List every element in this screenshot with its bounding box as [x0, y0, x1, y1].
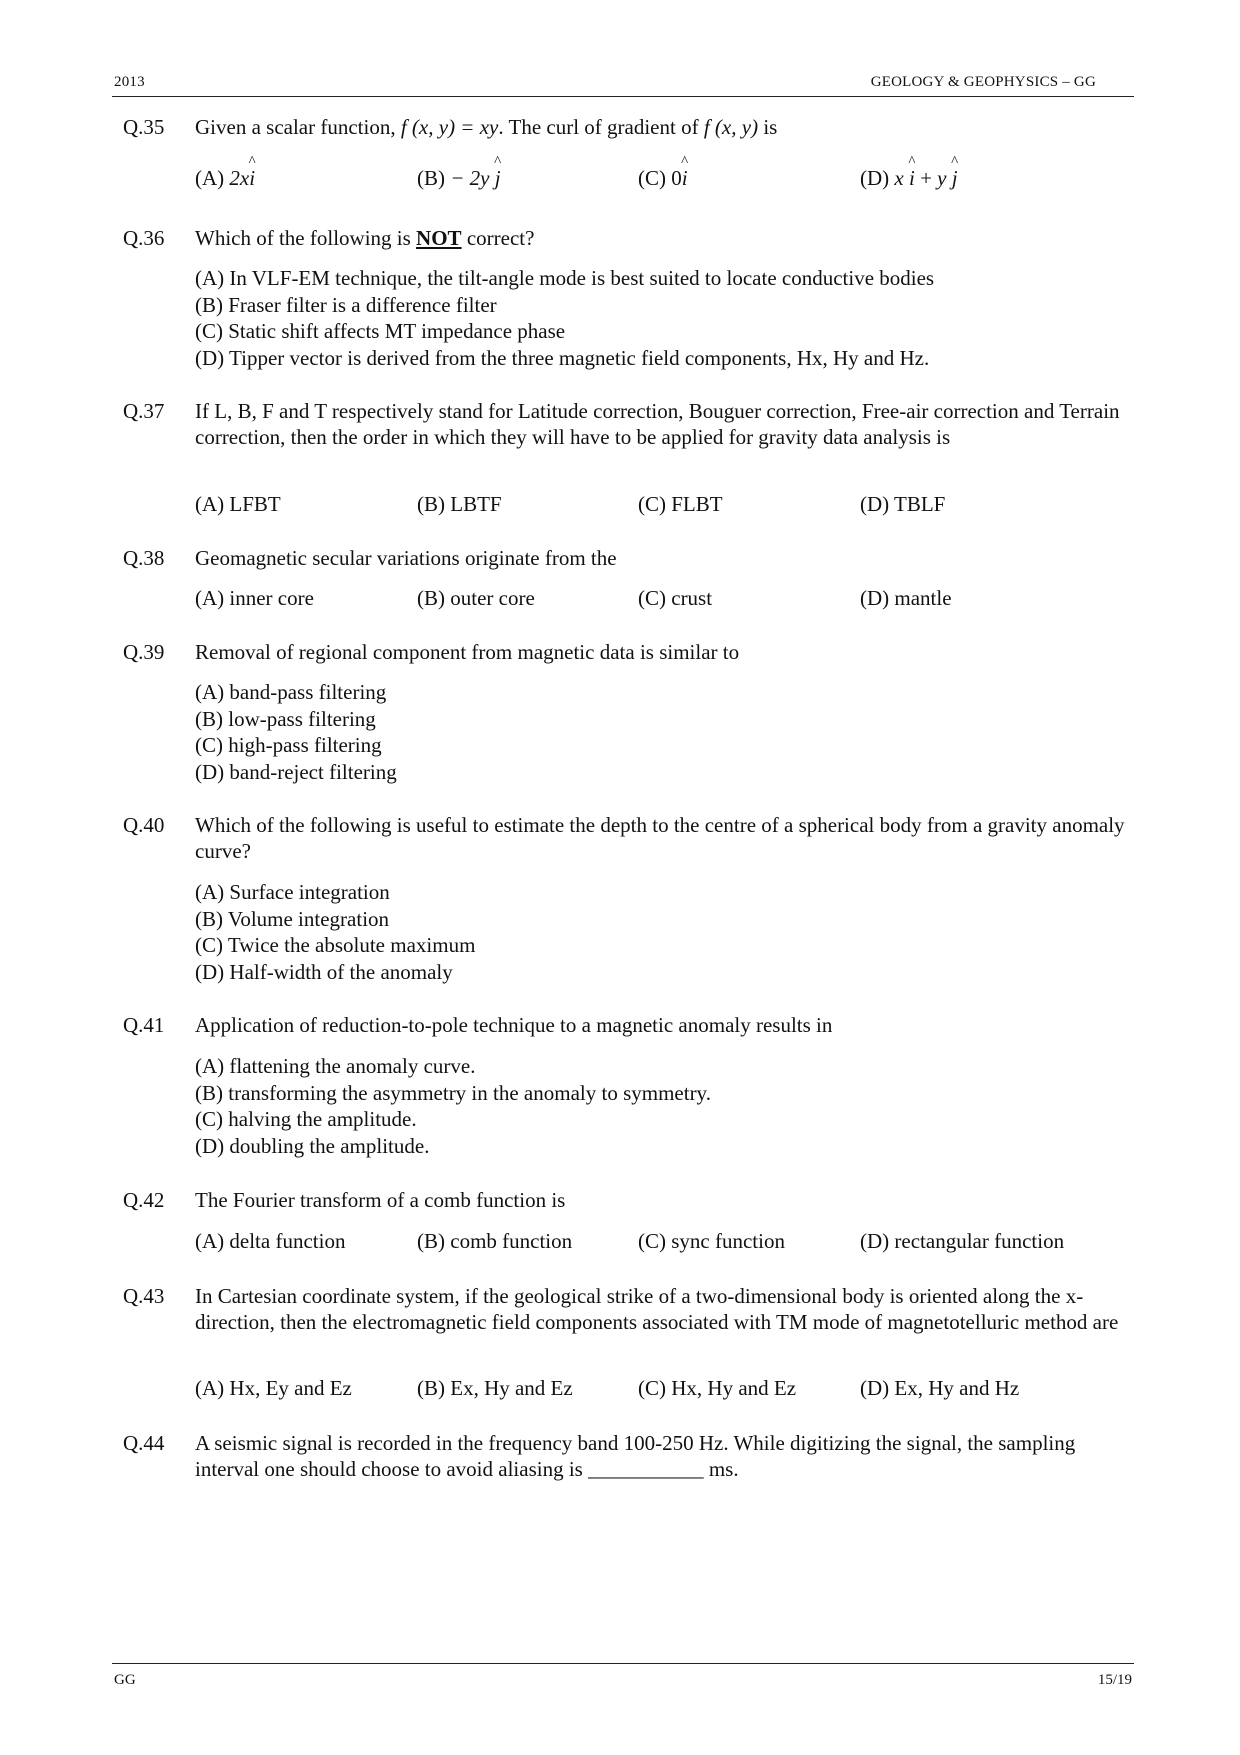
- unit-vector-i: ^ i: [909, 166, 915, 191]
- option-a[interactable]: (A) delta function: [195, 1229, 346, 1253]
- question-number: Q.38: [123, 546, 165, 570]
- option-b[interactable]: (B) transforming the asymmetry in the anomaly to symmetry.: [195, 1080, 711, 1105]
- question-text-part: . The curl of gradient of: [498, 115, 704, 139]
- question-text: If L, B, F and T respectively stand for Latitude correction, Bouguer correction, Free-air correction and Terrain correction, then the order in which they will have to be applied for gravity data analysis is: [195, 399, 1120, 449]
- unit-vector-j: ^ j: [952, 166, 958, 191]
- question-number: Q.43: [123, 1284, 165, 1308]
- question-text-part: is: [758, 115, 778, 139]
- option-d[interactable]: (D) band-reject filtering: [195, 759, 397, 784]
- question-text-part: correct?: [461, 226, 535, 250]
- option-a[interactable]: (A) inner core: [195, 586, 314, 610]
- option-b[interactable]: (B) Fraser filter is a difference filter: [195, 292, 497, 317]
- question-text: Removal of regional component from magnetic data is similar to: [195, 640, 740, 664]
- question-number: Q.42: [123, 1188, 165, 1212]
- option-c[interactable]: (C) sync function: [638, 1229, 785, 1253]
- option-coef: y: [937, 166, 947, 190]
- unit-vector-i: ^ i: [682, 166, 688, 191]
- option-label: (B): [417, 166, 451, 190]
- option-d[interactable]: (D) Ex, Hy and Hz: [860, 1376, 1020, 1400]
- unit-vector-i: ^ i: [249, 166, 255, 191]
- option-d[interactable]: (D) mantle: [860, 586, 952, 610]
- header-subject: GEOLOGY & GEOPHYSICS – GG: [870, 74, 1096, 90]
- option-c[interactable]: [638, 166, 688, 191]
- option-a[interactable]: (A) LFBT: [195, 492, 281, 516]
- question-text: [195, 225, 1125, 251]
- option-d[interactable]: (D) TBLF: [860, 492, 946, 516]
- question-text-part: Given a scalar function,: [195, 115, 401, 139]
- option-c[interactable]: (C) halving the amplitude.: [195, 1107, 417, 1131]
- question-text: Application of reduction-to-pole technique to a magnetic anomaly results in: [195, 1013, 833, 1037]
- page-number: 15/19: [1097, 1672, 1132, 1688]
- question-text: In Cartesian coordinate system, if the geological strike of a two-dimensional body is oriented along the x-direction, then the electromagnetic field components associated with TM mode of magnetotelluric method are: [195, 1284, 1119, 1334]
- option-label: (D): [860, 166, 895, 190]
- unit-vector-j: ^ j: [495, 166, 501, 191]
- option-b[interactable]: (B) Volume integration: [195, 906, 390, 931]
- emphasis-not: NOT: [416, 226, 462, 250]
- question-text: [195, 114, 1125, 140]
- question-text-part: Which of the following is: [195, 226, 417, 250]
- option-d[interactable]: (D) Half-width of the anomaly: [195, 959, 453, 984]
- question-36-options: [195, 265, 1125, 371]
- option-c[interactable]: (C) Static shift affects MT impedance phase: [195, 319, 566, 343]
- function-ref: f (x, y): [703, 115, 759, 139]
- question-number: Q.39: [123, 640, 165, 664]
- option-b[interactable]: (B) comb function: [417, 1229, 573, 1253]
- option-d[interactable]: [860, 166, 958, 191]
- option-label: (A): [195, 166, 230, 190]
- question-text: Which of the following is useful to estimate the depth to the centre of a spherical body from a gravity anomaly curve?: [195, 813, 1125, 863]
- option-a[interactable]: [195, 166, 255, 191]
- question-text: The Fourier transform of a comb function is: [195, 1188, 566, 1212]
- option-a[interactable]: (A) band-pass filtering: [195, 680, 387, 704]
- header-year: 2013: [114, 74, 145, 90]
- option-c[interactable]: (C) Twice the absolute maximum: [195, 933, 476, 957]
- option-a[interactable]: (A) In VLF-EM technique, the tilt-angle mode is best suited to locate conductive bodies: [195, 266, 935, 290]
- question-37-options: [0, 492, 1240, 522]
- option-c[interactable]: (C) crust: [638, 586, 713, 610]
- page-footer: [112, 1663, 1134, 1688]
- question-38-options: [0, 586, 1240, 616]
- option-b[interactable]: (B) Ex, Hy and Ez: [417, 1376, 573, 1400]
- option-coef: x: [894, 166, 904, 190]
- option-a[interactable]: (A) flattening the anomaly curve.: [195, 1054, 476, 1078]
- option-coef: − 2y: [450, 166, 490, 190]
- option-label: (C): [638, 166, 672, 190]
- question-number: Q.40: [123, 813, 165, 837]
- option-b[interactable]: (B) outer core: [417, 586, 535, 610]
- question-number: Q.35: [123, 115, 165, 139]
- page-header: [112, 72, 1134, 97]
- option-c[interactable]: (C) FLBT: [638, 492, 723, 516]
- option-a[interactable]: (A) Surface integration: [195, 880, 390, 904]
- option-c[interactable]: (C) high-pass filtering: [195, 733, 382, 757]
- option-coef: 0: [671, 166, 682, 190]
- option-coef: 2x: [229, 166, 250, 190]
- footer-code: GG: [114, 1672, 136, 1688]
- question-number: Q.36: [123, 226, 165, 250]
- question-number: Q.37: [123, 399, 165, 423]
- plus-sign: +: [914, 166, 938, 190]
- option-b[interactable]: [417, 166, 501, 191]
- question-text: Geomagnetic secular variations originate from the: [195, 546, 617, 570]
- question-41-options: [195, 1053, 1125, 1159]
- option-d[interactable]: (D) rectangular function: [860, 1229, 1065, 1253]
- option-d[interactable]: (D) doubling the amplitude.: [195, 1133, 430, 1158]
- question-number: Q.41: [123, 1013, 165, 1037]
- question-text: A seismic signal is recorded in the frequency band 100-250 Hz. While digitizing the signal, the sampling interval one should choose to avoid aliasing is ___________ ms.: [195, 1431, 1076, 1481]
- question-35-options: [0, 166, 1240, 196]
- question-number: Q.44: [123, 1431, 165, 1455]
- question-39-options: [195, 679, 1125, 785]
- option-a[interactable]: (A) Hx, Ey and Ez: [195, 1376, 352, 1400]
- scalar-function: f (x, y) = xy: [400, 115, 499, 139]
- option-d[interactable]: (D) Tipper vector is derived from the three magnetic field components, Hx, Hy and Hz.: [195, 345, 930, 370]
- option-c[interactable]: (C) Hx, Hy and Ez: [638, 1376, 797, 1400]
- question-43-options: [0, 1376, 1240, 1406]
- option-b[interactable]: (B) LBTF: [417, 492, 502, 516]
- question-40-options: [195, 879, 1125, 985]
- question-42-options: [0, 1229, 1240, 1259]
- option-b[interactable]: (B) low-pass filtering: [195, 706, 376, 731]
